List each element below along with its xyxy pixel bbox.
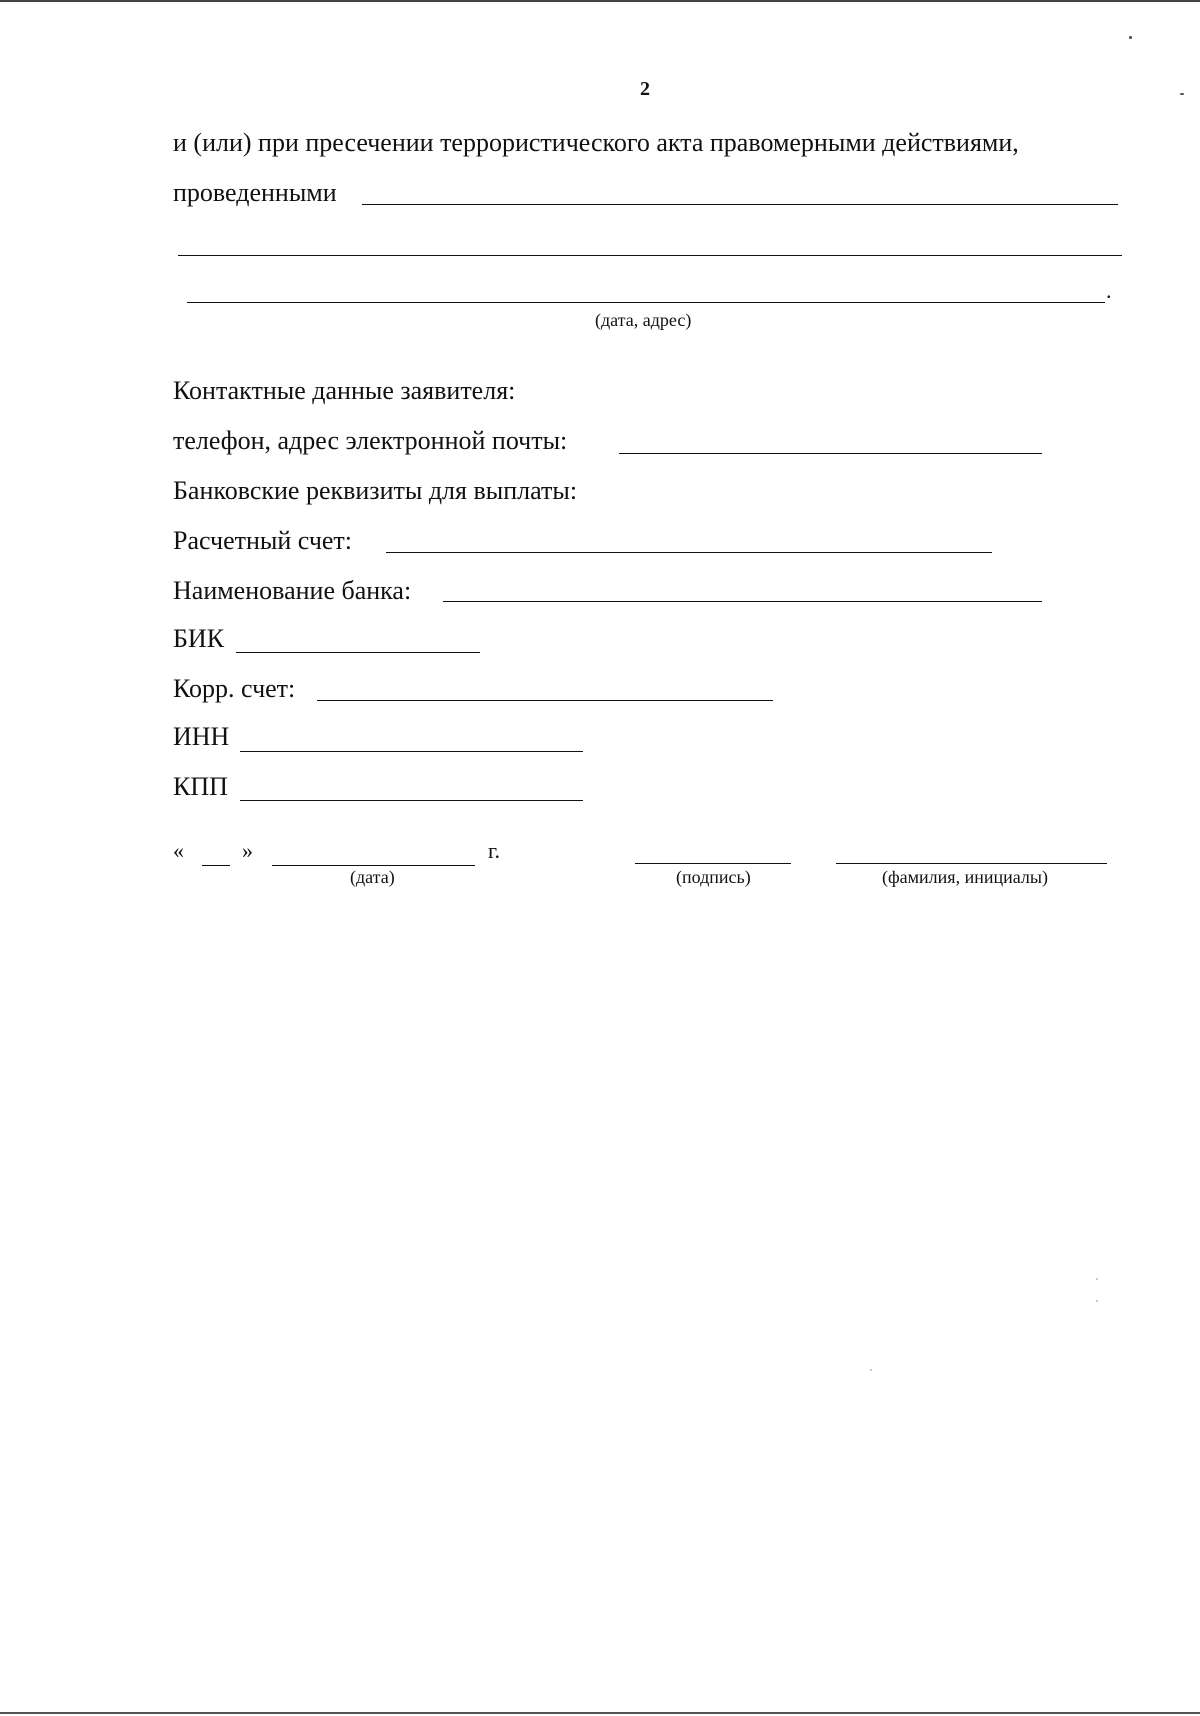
scan-speck	[1096, 1300, 1098, 1302]
corr-account-field[interactable]	[317, 700, 773, 701]
month-year-field[interactable]	[272, 865, 475, 866]
intro-line-2-label: проведенными	[173, 178, 337, 207]
account-field[interactable]	[386, 552, 992, 553]
bik-field[interactable]	[236, 652, 480, 653]
inn-field[interactable]	[240, 751, 583, 752]
date-close-quote: »	[242, 838, 253, 863]
inn-label: ИНН	[173, 722, 230, 751]
signature-field[interactable]	[635, 863, 791, 864]
scan-bottom-edge	[0, 1712, 1200, 1714]
name-caption: (фамилия, инициалы)	[882, 867, 1048, 887]
account-label: Расчетный счет:	[173, 526, 353, 555]
bank-heading: Банковские реквизиты для выплаты:	[173, 476, 578, 505]
bank-name-field[interactable]	[443, 601, 1042, 602]
name-initials-field[interactable]	[836, 863, 1107, 864]
bank-name-label: Наименование банка:	[173, 576, 412, 605]
date-address-field[interactable]	[187, 302, 1105, 303]
bik-label: БИК	[173, 624, 225, 653]
intro-line-1: и (или) при пресечении террористического акта правомерными действиями,	[173, 128, 1019, 157]
date-address-end-period: .	[1106, 278, 1112, 303]
kpp-label: КПП	[173, 772, 228, 801]
performed-by-field[interactable]	[362, 204, 1118, 205]
signature-caption: (подпись)	[676, 867, 751, 887]
scan-speck	[1129, 36, 1132, 39]
corr-account-label: Корр. счет:	[173, 674, 296, 703]
year-suffix: г.	[488, 838, 501, 863]
scan-speck	[870, 1369, 872, 1371]
scan-speck	[1096, 1278, 1098, 1280]
phone-email-label: телефон, адрес электронной почты:	[173, 426, 568, 455]
page-number: 2	[640, 78, 650, 100]
date-open-quote: «	[173, 838, 184, 863]
performed-by-field-continued[interactable]	[178, 255, 1122, 256]
phone-email-field[interactable]	[619, 453, 1042, 454]
kpp-field[interactable]	[240, 800, 583, 801]
date-caption: (дата)	[350, 867, 395, 887]
date-address-caption: (дата, адрес)	[595, 310, 692, 330]
scan-speck	[1180, 93, 1184, 95]
contacts-heading: Контактные данные заявителя:	[173, 376, 516, 405]
scan-top-edge	[0, 0, 1200, 2]
day-field[interactable]	[202, 865, 230, 866]
